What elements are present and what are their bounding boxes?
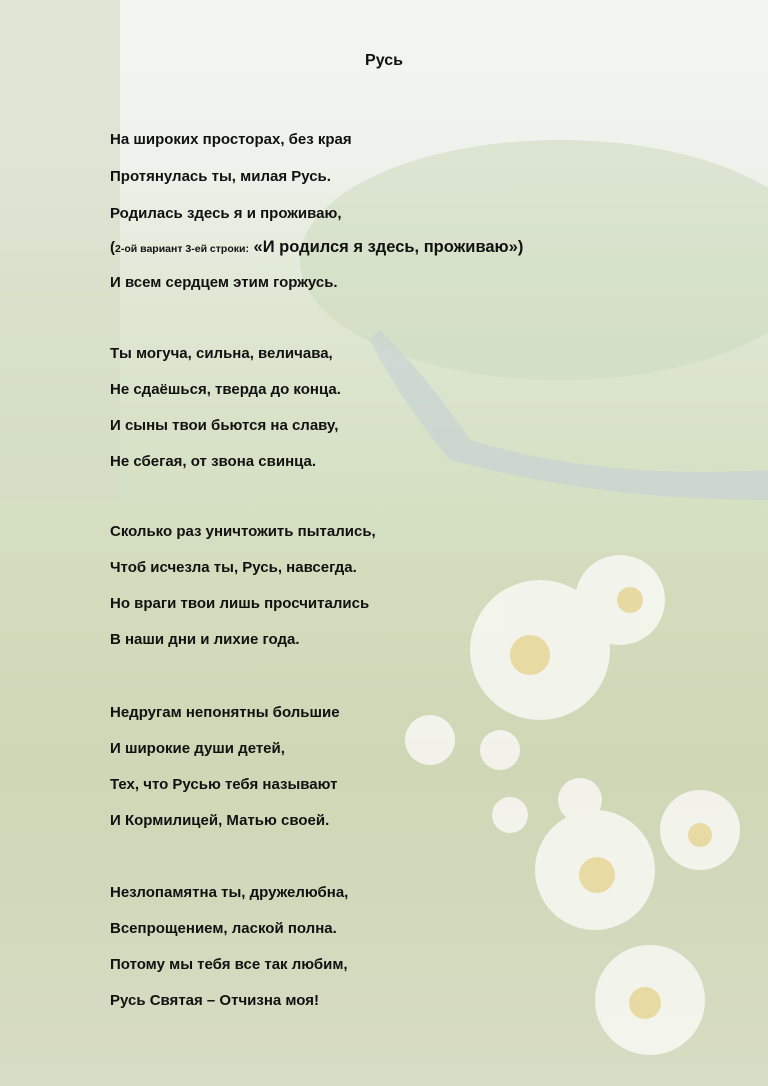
poem-line: И Кормилицей, Матью своей. xyxy=(110,812,330,829)
variant-open: ( xyxy=(110,239,115,256)
poem-line: В наши дни и лихие года. xyxy=(110,631,300,648)
poem-line: Потому мы тебя все так любим, xyxy=(110,956,348,973)
poem-line: И всем сердцем этим горжусь. xyxy=(110,274,338,291)
poem-line: Родилась здесь я и проживаю, xyxy=(110,205,342,222)
poem-line: На широких просторах, без края xyxy=(110,131,352,148)
variant-text: «И родился я здесь, проживаю») xyxy=(248,238,524,256)
variant-note: 2-ой вариант 3-ей строки: xyxy=(115,243,249,255)
poem-line: Не сбегая, от звона свинца. xyxy=(110,453,317,470)
poem-line: Чтоб исчезла ты, Русь, навсегда. xyxy=(110,559,357,576)
poem-line: Протянулась ты, милая Русь. xyxy=(110,168,331,185)
poem-title: Русь xyxy=(365,52,403,69)
poem-line: Тех, что Русью тебя называют xyxy=(110,776,338,793)
poem-line: Всепрощением, лаской полна. xyxy=(110,920,337,937)
poem-line: Русь Святая – Отчизна моя! xyxy=(110,992,320,1009)
poem-line: Ты могуча, сильна, величава, xyxy=(110,345,333,362)
poem-line: И сыны твои бьются на славу, xyxy=(110,417,339,434)
poem-line: Не сдаёшься, тверда до конца. xyxy=(110,381,341,398)
poem-line: Сколько раз уничтожить пытались, xyxy=(110,523,376,540)
variant-line xyxy=(110,238,523,257)
poem-line: Но враги твои лишь просчитались xyxy=(110,595,370,612)
poem-line: И широкие души детей, xyxy=(110,740,285,757)
poem-line: Недругам непонятны большие xyxy=(110,704,340,721)
poem-line: Незлопамятна ты, дружелюбна, xyxy=(110,884,349,901)
